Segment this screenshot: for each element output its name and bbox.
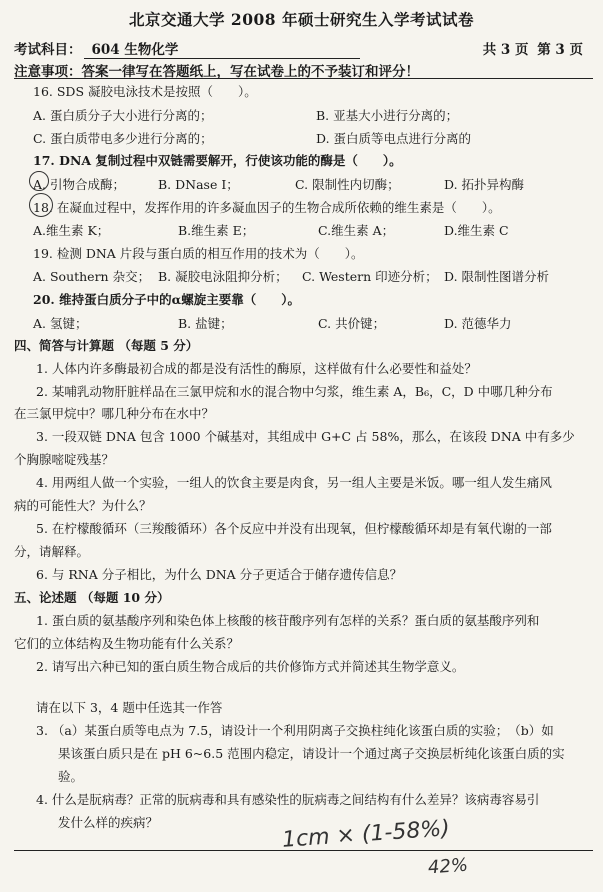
question-19: 19. 检测 DNA 片段与蛋白质的相互作用的技术为（ ）。	[33, 246, 364, 261]
question-20: 20. 维持蛋白质分子中的α螺旋主要靠（ ）。	[33, 292, 300, 307]
option-19c: C. Western 印迹分析；	[302, 269, 438, 284]
option-19a: A. Southern 杂交；	[33, 269, 151, 284]
short-question-1: 1. 人体内许多酶最初合成的都是没有活性的酶原，这样做有什么必要性和益处？	[36, 361, 477, 376]
exam-title: 北京交通大学 2008 年硕士研究生入学考试试卷	[129, 10, 474, 29]
essay-question-4-cont: 发什么样的疾病？	[58, 815, 159, 830]
page-indicator	[479, 38, 583, 58]
option-18a: A.维生素 K；	[33, 223, 110, 238]
essay-question-2: 2. 请写出六种已知的蛋白质生物合成后的共价修饰方式并简述其生物学意义。	[36, 659, 465, 674]
section-4-heading: 四、简答与计算题 （每题 5 分）	[14, 338, 199, 353]
option-16a: A. 蛋白质分子大小进行分离的；	[33, 108, 213, 123]
pen-circle-mark	[29, 193, 53, 217]
handwritten-note-2: 42%	[427, 854, 469, 879]
option-16c: C. 蛋白质带电多少进行分离的；	[33, 131, 213, 146]
option-19b: B. 凝胶电泳阻抑分析；	[158, 269, 288, 284]
subject-line	[14, 38, 593, 59]
current-page: 第 3 页	[537, 42, 583, 58]
option-18d: D.维生素 C	[444, 223, 509, 238]
option-17c: C. 限制性内切酶；	[295, 177, 400, 192]
option-18b: B.维生素 E；	[178, 223, 255, 238]
option-17a: A. 引物合成酶；	[33, 177, 125, 192]
short-question-4: 4. 用两组人做一个实验，一组人的饮食主要是肉食，另一组人主要是米饭。哪一组人发生痛风	[36, 475, 552, 490]
option-20b: B. 盐键；	[178, 316, 233, 331]
short-question-3-cont: 个胸腺嘧啶残基？	[14, 452, 115, 467]
subject-value: 604 生物化学	[84, 38, 360, 59]
short-question-2-cont: 在三氯甲烷中？哪几种分布在水中？	[14, 406, 215, 421]
option-18c: C.维生素 A；	[318, 223, 395, 238]
short-question-4-cont: 病的可能性大？为什么？	[14, 498, 152, 513]
handwritten-note: 1cm × (1-58%)	[281, 816, 451, 853]
essay-question-3-cont: 果该蛋白质只是在 pH 6~6.5 范围内稳定，请设计一个通过离子交换层析纯化该蛋白质的实	[58, 746, 565, 761]
short-question-2: 2. 某哺乳动物肝脏样品在三氯甲烷和水的混合物中匀浆，维生素 A，B₆，C，D 中哪几种分布	[36, 384, 553, 399]
essay-question-3: 3. （a）某蛋白质等电点为 7.5，请设计一个利用阴离子交换柱纯化该蛋白质的实验； （b）如	[36, 723, 554, 738]
essay-question-1-cont: 它们的立体结构及生物功能有什么关系？	[14, 636, 240, 651]
option-20d: D. 范德华力	[444, 316, 512, 331]
option-17b: B. DNase Ⅰ；	[158, 177, 239, 192]
option-20a: A. 氢键；	[33, 316, 88, 331]
option-20c: C. 共价键；	[318, 316, 386, 331]
short-question-6: 6. 与 RNA 分子相比，为什么 DNA 分子更适合于储存遗传信息？	[36, 567, 403, 582]
option-17d: D. 拓扑异构酶	[444, 177, 525, 192]
notice: 注意事项：答案一律写在答题纸上，写在试卷上的不予装订和评分！	[14, 64, 419, 80]
pen-circle-mark	[29, 171, 49, 191]
subject-label: 考试科目：	[14, 42, 82, 58]
choose-instruction: 请在以下 3，4 题中任选其一作答	[36, 700, 223, 715]
short-question-5-cont: 分，请解释。	[14, 544, 90, 559]
question-18: 18. 在凝血过程中，发挥作用的许多凝血因子的生物合成所依赖的维生素是（ ）。	[33, 200, 501, 215]
essay-question-4: 4. 什么是朊病毒？正常的朊病毒和具有感染性的朊病毒之间结构有什么差异？该病毒容易引	[36, 792, 540, 807]
total-pages: 共 3 页	[482, 42, 529, 58]
divider	[14, 78, 593, 79]
option-16b: B. 亚基大小进行分离的；	[316, 108, 459, 123]
short-question-3: 3. 一段双链 DNA 包含 1000 个碱基对，其组成中 G+C 占 58%，那么，在该段 DNA 中有多少	[36, 429, 575, 444]
option-19d: D. 限制性图谱分析	[444, 269, 550, 284]
question-17: 17. DNA 复制过程中双链需要解开，行使该功能的酶是（ ）。	[33, 153, 402, 168]
option-16d: D. 蛋白质等电点进行分离的	[316, 131, 472, 146]
essay-question-3-cont2: 验。	[58, 769, 84, 784]
short-question-5: 5. 在柠檬酸循环（三羧酸循环）各个反应中并没有出现氧，但柠檬酸循环却是有氧代谢的一部	[36, 521, 552, 536]
question-16: 16. SDS 凝胶电泳技术是按照（ ）。	[33, 84, 257, 99]
essay-question-1: 1. 蛋白质的氨基酸序列和染色体上核酸的核苷酸序列有怎样的关系？蛋白质的氨基酸序列和	[36, 613, 540, 628]
section-5-heading: 五、论述题 （每题 10 分）	[14, 590, 170, 605]
